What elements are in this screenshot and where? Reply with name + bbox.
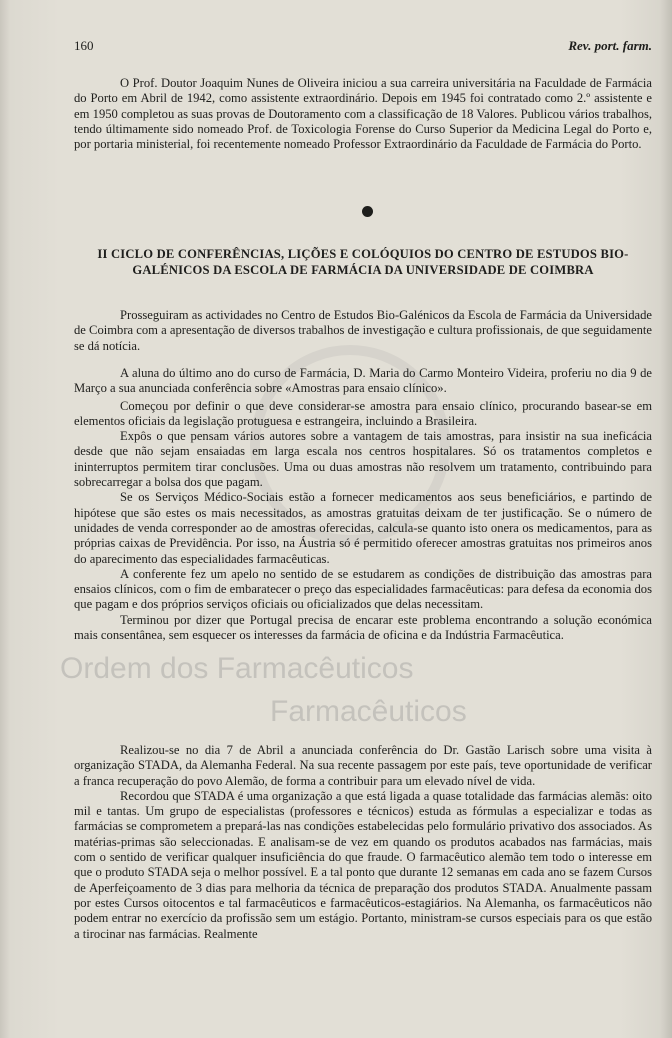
page-number: 160 bbox=[74, 38, 94, 53]
separator-dot bbox=[362, 206, 373, 217]
conference-2 bbox=[74, 743, 652, 942]
paragraph: Começou por definir o que deve considerar-se amostra para ensaio clínico, procurando basear-se em elementos oficiais da legislação protuguesa e estrangeira, incluindo a Brasileira. bbox=[74, 398, 652, 428]
paragraph: Prosseguiram as actividades no Centro de Estudos Bio-Galénicos da Escola de Farmácia da Universidade de Coimbra com a apresentação de diversos trabalhos de investigação e cultura profissionais, de que seguidamente se dá notícia. bbox=[74, 308, 652, 353]
watermark-text-1: Ordem dos Farmacêuticos bbox=[60, 652, 414, 685]
paragraph: Recordou que STADA é uma organização a que está ligada a quase totalidade das farmácias alemãs: oito mil e tantas. Um grupo de especialistas (professores e técnicos) estuda as fórmulas a especializar e todas as farmácias se comprometem a prepará-las nas condições estabelecidas pelo formulário privativo dos associados. As matérias-primas são seleccionadas. E analisam-se de vez em quando os produtos acabados nas farmácias, mais com o sentido de verificar qualquer insuficiência do que fraude. O farmacêutico alemão tem todo o interesse em que o produto STADA seja o melhor possível. E a tal ponto que durante 12 semanas em cada ano se fazem Cursos de Aperfeiçoamento de 3 dias para melhoria da técnica de preparação dos produtos STADA. Anualmente passam por estes Cursos oitocentos e tal farmacêuticos e farmacêuticos-estagiários. Na Alemanha, os farmacêuticos não podem entrar no exercício da profissão sem um estágio. Portanto, ministram-se cursos especiais para os que estão a tirocinar nas farmácias. Realmente bbox=[74, 788, 652, 941]
paragraph: Realizou-se no dia 7 de Abril a anunciada conferência do Dr. Gastão Larisch sobre uma visita à organização STADA, da Alemanha Federal. Na sua recente passagem por este país, teve oportunidade de verificar a franca recuperação do povo Alemão, de forma a contribuir para um elevado nível de vida. bbox=[74, 743, 652, 788]
paragraph: Se os Serviços Médico-Sociais estão a fornecer medicamentos aos seus beneficiários, e partindo de hipótese que são estes os mais necessitados, as amostras gratuitas deixam de ter justificação. Se o número de unidades de venda corresponder ao de amostras oferecidas, calcula-se quanto isto onera os medicamentos, para as próprias caixas de Previdência. Por isso, na Áustria só é permitido oferecer amostras gratuitas nos primeiros anos do aparecimento das especialidades farmacêuticas. bbox=[74, 490, 652, 566]
intro-section bbox=[74, 76, 652, 152]
paragraph: Expôs o que pensam vários autores sobre a vantagem de tais amostras, para insistir na sua ineficácia desde que não sejam ensaiadas em larga escala nos centros hospitalares. Só os tratamentos completos e ininterruptos permitem tirar conclusões. Uma ou duas amostras não resolvem um tratamento, contribuindo para sobrecarregar a bolsa dos que pagam. bbox=[74, 429, 652, 490]
section-title: II CICLO DE CONFERÊNCIAS, LIÇÕES E COLÓQUIOS DO CENTRO DE ESTUDOS BIO-GALÉNICOS DA ESCOLA DE FARMÁCIA DA UNIVERSIDADE DE COIMBRA bbox=[97, 247, 629, 277]
paragraph: Terminou por dizer que Portugal precisa de encarar este problema encontrando a solução económica mais consentânea, sem esquecer os interesses da farmácia de oficina e da Indústria Farmacêutica. bbox=[74, 612, 652, 643]
page-header bbox=[74, 38, 652, 54]
paragraph: A aluna do último ano do curso de Farmácia, D. Maria do Carmo Monteiro Videira, proferiu no dia 9 de Março a sua anunciada conferência sobre «Amostras para ensaio clínico». bbox=[74, 366, 652, 396]
section-intro bbox=[74, 308, 652, 354]
conference-1 bbox=[74, 366, 652, 643]
watermark-text-2: Farmacêuticos bbox=[270, 695, 467, 728]
paragraph: A conferente fez um apelo no sentido de se estudarem as condições de distribuição das amostras para ensaios clínicos, com o fim de embaratecer o preço das especialidades farmacêuticas: para defesa da economia dos que pagam e dos próprios serviços oficiais ou oficializados que delas necessitam. bbox=[74, 566, 653, 612]
journal-title: Rev. port. farm. bbox=[568, 38, 652, 53]
paragraph: O Prof. Doutor Joaquim Nunes de Oliveira iniciou a sua carreira universitária na Faculdade de Farmácia do Porto em Abril de 1942, como assistente extraordinário. Depois em 1945 foi contratado como 2.º assistente e em 1950 completou as suas provas de Doutoramento com a classificação de 18 Valores. Publicou vários trabalhos, tendo últimamente sido nomeado Prof. de Toxicologia Forense do Curso Superior da Medicina Legal do Porto e, por portaria ministerial, foi recentemente nomeado Professor Extraordinário da Faculdade de Farmácia do Porto. bbox=[74, 76, 652, 152]
